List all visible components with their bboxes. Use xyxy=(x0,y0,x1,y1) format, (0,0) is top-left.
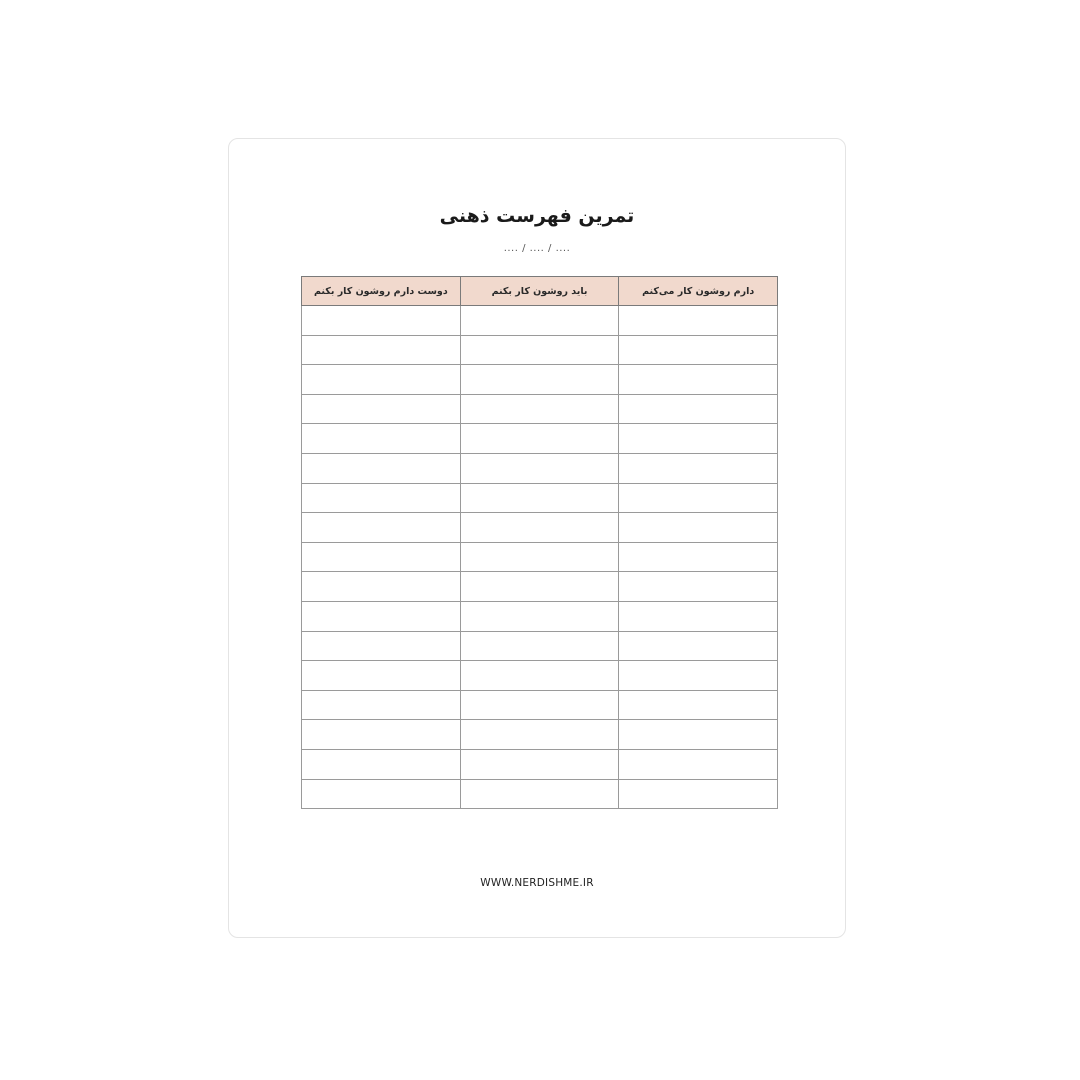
table-cell xyxy=(302,335,461,365)
table-cell xyxy=(619,335,778,365)
table-cell xyxy=(619,453,778,483)
table-cell xyxy=(460,749,619,779)
table-cell xyxy=(460,306,619,336)
table-cell xyxy=(302,749,461,779)
table-cell xyxy=(619,720,778,750)
table-cell xyxy=(302,661,461,691)
table-cell xyxy=(460,601,619,631)
table-cell xyxy=(460,661,619,691)
table-cell xyxy=(619,572,778,602)
table-row xyxy=(302,483,778,513)
table-cell xyxy=(619,483,778,513)
table-row xyxy=(302,572,778,602)
table-cell xyxy=(619,631,778,661)
table-cell xyxy=(302,365,461,395)
table-cell xyxy=(460,631,619,661)
table-cell xyxy=(619,365,778,395)
column-header-working-on: دارم روشون کار می‌کنم xyxy=(619,277,778,306)
table-row xyxy=(302,513,778,543)
table-row xyxy=(302,335,778,365)
table-header-row xyxy=(302,277,778,306)
table-cell xyxy=(460,690,619,720)
table-body xyxy=(302,306,778,809)
table-cell xyxy=(619,542,778,572)
table-cell xyxy=(619,661,778,691)
table-cell xyxy=(302,690,461,720)
table-cell xyxy=(619,690,778,720)
table-row xyxy=(302,306,778,336)
worksheet-page xyxy=(228,138,846,938)
table-cell xyxy=(302,306,461,336)
table-row xyxy=(302,394,778,424)
planner-table xyxy=(301,276,778,809)
date-placeholder: .... / .... / .... xyxy=(503,243,571,254)
table-cell xyxy=(460,424,619,454)
table-cell xyxy=(619,779,778,809)
table-cell xyxy=(302,631,461,661)
table-cell xyxy=(460,779,619,809)
table-cell xyxy=(460,513,619,543)
table-cell xyxy=(302,453,461,483)
column-header-want-to-work-on: دوست دارم روشون کار بکنم xyxy=(302,277,461,306)
table-cell xyxy=(302,424,461,454)
table-row xyxy=(302,365,778,395)
table-row xyxy=(302,542,778,572)
table-cell xyxy=(619,394,778,424)
worksheet-title: تمرین فهرست ذهنی xyxy=(439,205,635,227)
table-cell xyxy=(302,513,461,543)
table-row xyxy=(302,779,778,809)
table-cell xyxy=(460,453,619,483)
table-cell xyxy=(460,542,619,572)
table-row xyxy=(302,424,778,454)
table-row xyxy=(302,601,778,631)
table-row xyxy=(302,749,778,779)
planner-table-container xyxy=(301,276,778,809)
table-cell xyxy=(460,335,619,365)
table-cell xyxy=(302,542,461,572)
table-cell xyxy=(460,572,619,602)
table-cell xyxy=(460,483,619,513)
table-cell xyxy=(302,572,461,602)
table-cell xyxy=(302,601,461,631)
table-cell xyxy=(302,720,461,750)
table-cell xyxy=(619,749,778,779)
table-cell xyxy=(460,720,619,750)
table-cell xyxy=(619,601,778,631)
table-cell xyxy=(619,513,778,543)
table-cell xyxy=(302,779,461,809)
table-row xyxy=(302,631,778,661)
table-cell xyxy=(302,483,461,513)
table-cell xyxy=(619,306,778,336)
table-row xyxy=(302,720,778,750)
table-row xyxy=(302,690,778,720)
table-row xyxy=(302,661,778,691)
table-cell xyxy=(460,365,619,395)
table-row xyxy=(302,453,778,483)
column-header-should-work-on: باید روشون کار بکنم xyxy=(460,277,619,306)
footer-website: WWW.NERDISHME.IR xyxy=(480,877,594,889)
table-cell xyxy=(302,394,461,424)
table-cell xyxy=(619,424,778,454)
table-cell xyxy=(460,394,619,424)
